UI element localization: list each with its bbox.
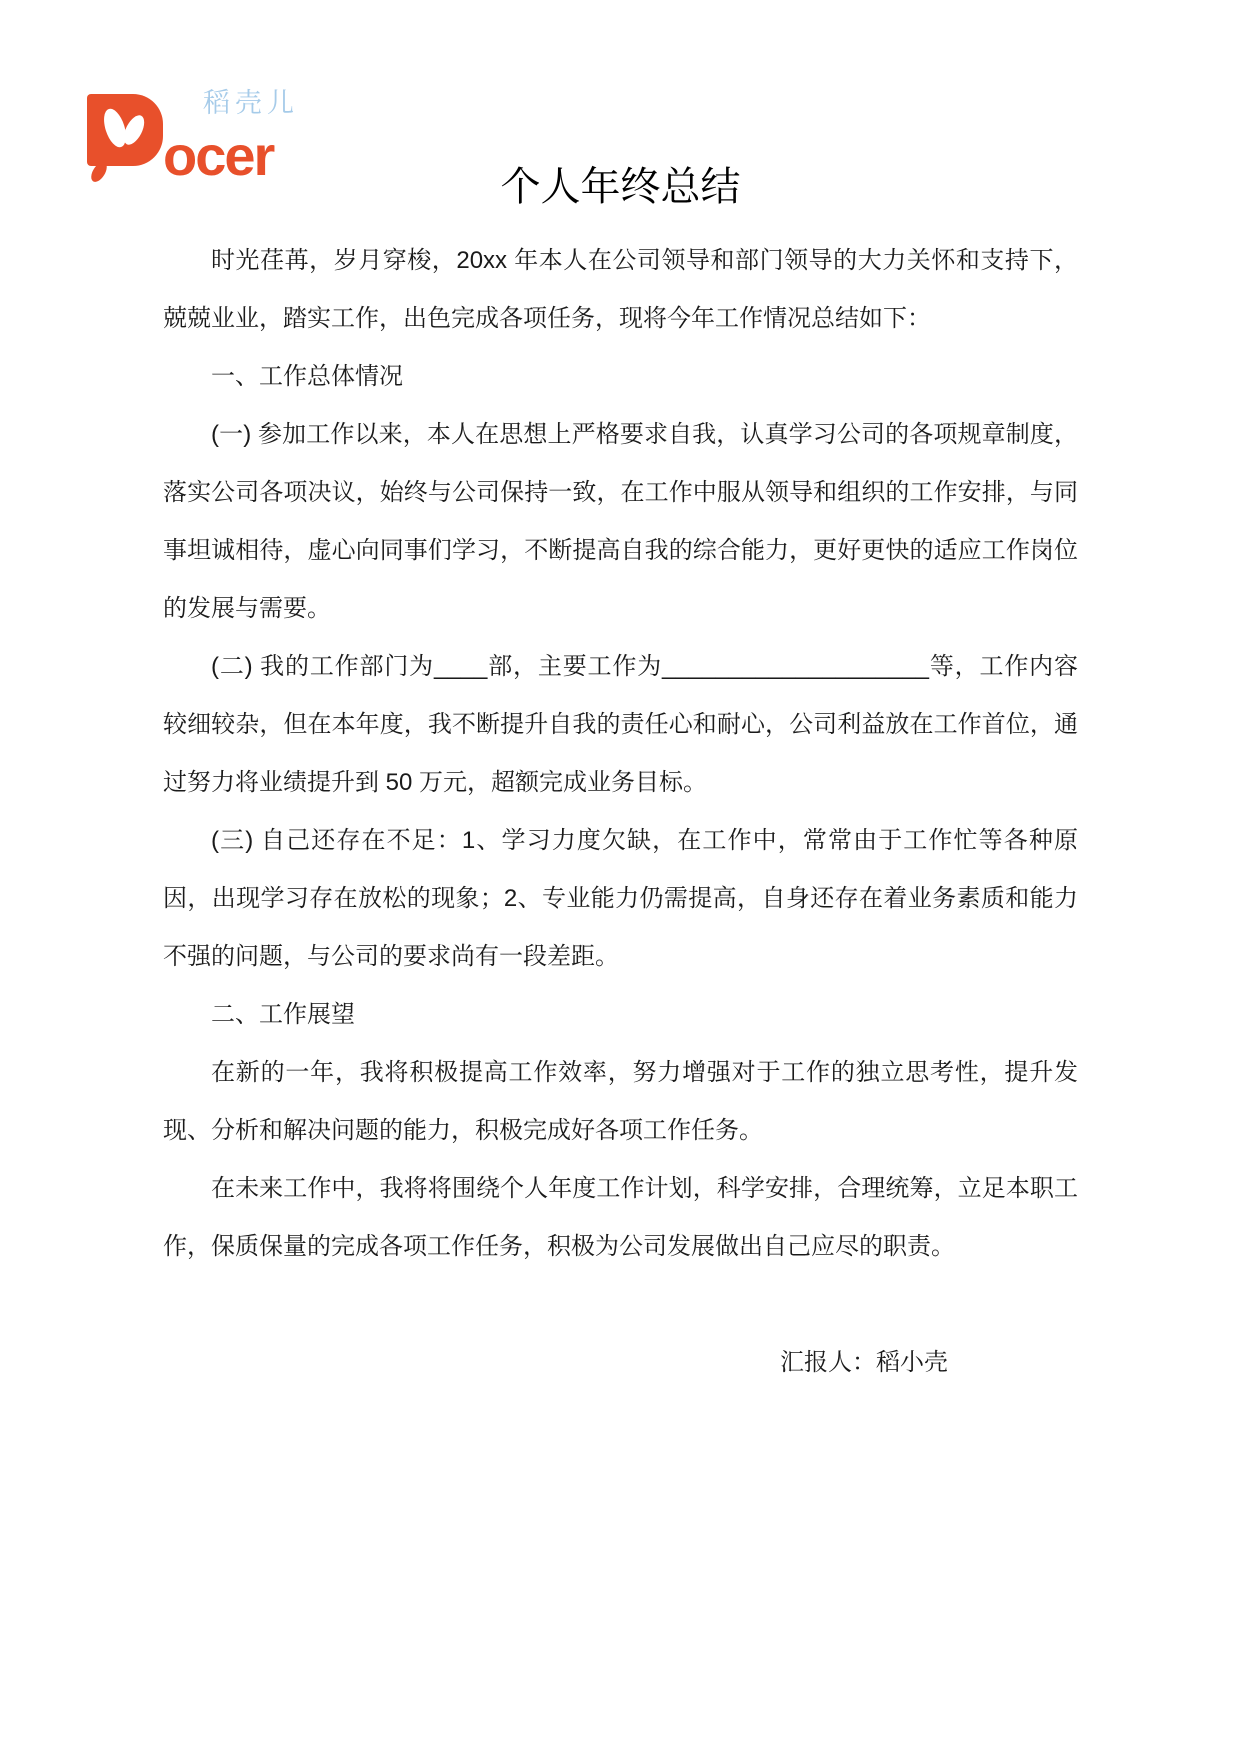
- paragraph-1-1: (一) 参加工作以来，本人在思想上严格要求自我，认真学习公司的各项规章制度，落实公司各项决议，始终与公司保持一致，在工作中服从领导和组织的工作安排，与同事坦诚相待，虚心向同事们学习，不断提高自我的综合能力，更好更快的适应工作岗位的发展与需要。: [163, 421, 1078, 622]
- docer-leaf-icon: [85, 90, 165, 182]
- section-heading-1: 一、工作总体情况: [211, 363, 403, 390]
- paragraph-1-3: (三) 自己还存在不足：1、学习力度欠缺，在工作中，常常由于工作忙等各种原因，出现学习存在放松的现象；2、专业能力仍需提高，自身还存在着业务素质和能力不强的问题，与公司的要求尚有一段差距。: [163, 827, 1078, 970]
- signoff: 汇报人：稻小壳: [780, 1349, 948, 1376]
- document-title: 个人年终总结: [500, 165, 741, 209]
- paragraph-2-1: 在新的一年，我将积极提高工作效率，努力增强对于工作的独立思考性，提升发现、分析和解决问题的能力，积极完成好各项工作任务。: [163, 1059, 1078, 1144]
- document-content: [163, 232, 1078, 1276]
- paragraph-intro: 时光荏苒，岁月穿梭，20xx 年本人在公司领导和部门领导的大力关怀和支持下，兢兢业业，踏实工作，出色完成各项任务，现将今年工作情况总结如下：: [163, 247, 1078, 332]
- logo-brand-cn: 稻壳儿: [203, 88, 299, 118]
- paragraph-2-2: 在未来工作中，我将将围绕个人年度工作计划，科学安排，合理统筹，立足本职工作，保质保量的完成各项工作任务，积极为公司发展做出自己应尽的职责。: [163, 1175, 1078, 1260]
- docer-logo: [85, 82, 305, 187]
- logo-brand-text: ocer: [163, 124, 274, 187]
- section-heading-2: 二、工作展望: [211, 1001, 355, 1028]
- paragraph-1-2: (二) 我的工作部门为____部，主要工作为____________________等，工作内容较细较杂，但在本年度，我不断提升自我的责任心和耐心，公司利益放在工作首位，通过努力将业绩提升到 50 万元，超额完成业务目标。: [163, 653, 1078, 796]
